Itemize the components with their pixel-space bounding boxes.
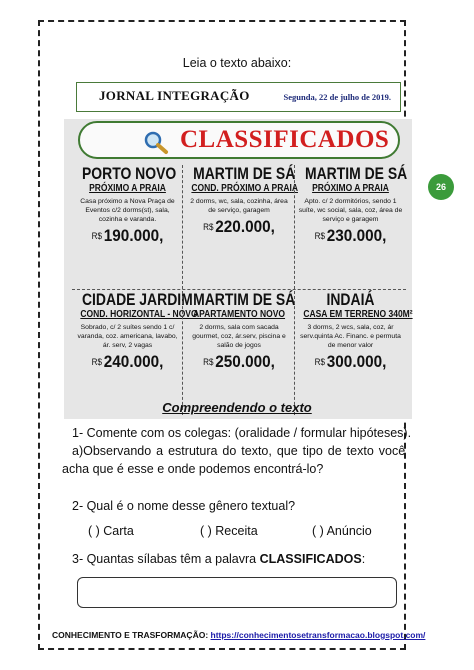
journal-header xyxy=(76,82,401,112)
ad-price xyxy=(301,226,401,246)
ad-title: INDAIÁ xyxy=(326,290,375,309)
ad-description: 3 dorms, 2 wcs, sala, coz, ár serv.quinta Ac. Financ. e permuta de menor valor xyxy=(300,324,401,349)
ad-price-value: 250.000, xyxy=(215,352,275,371)
ad-currency: R$ xyxy=(314,357,325,367)
footer-label: CONHECIMENTO E TRASFORMAÇÃO: xyxy=(52,630,211,640)
ad-price xyxy=(78,226,178,246)
ad-currency: R$ xyxy=(203,222,214,232)
ad-currency: R$ xyxy=(203,357,214,367)
ad-currency: R$ xyxy=(314,231,325,241)
footer-link[interactable]: https://conhecimentosetransformacao.blogspot.com/ xyxy=(210,630,426,640)
page-number-badge: 26 xyxy=(428,174,454,200)
ad-description: 2 dorms, wc, sala, cozinha, área de serviço, garagem xyxy=(190,198,288,214)
ad-card xyxy=(72,165,183,289)
section-title: Compreendendo o texto xyxy=(162,400,312,415)
ad-currency: R$ xyxy=(91,357,102,367)
option-receita[interactable]: ( ) Receita xyxy=(200,524,258,538)
grid-divider xyxy=(294,165,295,415)
ad-subtitle: PRÓXIMO A PRAIA xyxy=(89,183,166,194)
ad-currency: R$ xyxy=(91,231,102,241)
ad-title: MARTIM DE SÁ xyxy=(193,290,296,309)
footer xyxy=(52,630,425,640)
ad-title: PORTO NOVO xyxy=(81,164,177,183)
ad-title: MARTIM DE SÁ xyxy=(304,164,408,183)
ad-price-value: 300.000, xyxy=(326,352,387,371)
ad-subtitle: CASA EM TERRENO 340M² xyxy=(303,309,413,320)
ad-subtitle: APARTAMENTO NOVO xyxy=(192,309,286,320)
grid-divider xyxy=(72,289,406,290)
answer-box[interactable] xyxy=(77,577,397,608)
classifieds-title: CLASSIFICADOS xyxy=(180,126,390,153)
intro-text: Leia o texto abaixo: xyxy=(182,56,292,70)
classifieds-panel xyxy=(64,119,412,419)
ad-description: Apto. c/ 2 dormitórios, sendo 1 suíte, wc social, sala, coz, área de serviço e garagem xyxy=(298,198,403,223)
question-3-suffix: : xyxy=(361,552,366,566)
ad-card xyxy=(183,164,298,289)
ad-subtitle: PRÓXIMO A PRAIA xyxy=(312,183,389,194)
ad-price xyxy=(78,352,178,372)
journal-date: Segunda, 22 de julho de 2019. xyxy=(283,92,391,102)
question-2: 2- Qual é o nome desse gênero textual? xyxy=(72,499,296,513)
ads-grid xyxy=(72,164,413,415)
ad-card xyxy=(72,290,198,415)
ad-subtitle: COND. HORIZONTAL - NOVO xyxy=(80,309,198,320)
question-3-word: CLASSIFICADOS xyxy=(259,552,362,566)
ad-price-value: 230.000, xyxy=(326,226,387,245)
question-1a-line1: a)Observando a estrutura do texto, que tipo de texto você xyxy=(72,444,406,458)
option-carta[interactable]: ( ) Carta xyxy=(88,524,134,538)
option-anuncio[interactable]: ( ) Anúncio xyxy=(312,524,372,538)
ad-title: CIDADE JARDIM xyxy=(81,290,193,309)
question-1: 1- Comente com os colegas: (oralidade / formular hipóteses). xyxy=(72,426,412,440)
ad-price xyxy=(189,352,290,372)
ad-price xyxy=(301,352,401,372)
ad-card xyxy=(295,290,413,415)
ad-title: MARTIM DE SÁ xyxy=(193,164,296,183)
journal-name: JORNAL INTEGRAÇÃO xyxy=(99,88,250,103)
ad-card xyxy=(295,165,406,289)
ad-description: Casa próximo a Nova Praça de Eventos c/2 dorms(st), sala, cozinha e varanda. xyxy=(80,198,175,223)
ad-price xyxy=(189,217,290,237)
question-3-text: 3- Quantas sílabas têm a palavra xyxy=(72,552,260,566)
question-3 xyxy=(72,552,365,566)
ad-price-value: 220.000, xyxy=(215,217,275,236)
classifieds-banner xyxy=(78,121,400,159)
ad-card xyxy=(183,291,295,415)
ad-description: 2 dorms, sala com sacada gourmet, coz, ár.serv, piscina e salão de jogos xyxy=(192,324,286,349)
ad-description: Sobrado, c/ 2 suítes sendo 1 c/ varanda, coz. americana, lavabo, ár. serv, 2 vagas xyxy=(77,324,178,349)
ad-price-value: 190.000, xyxy=(103,226,164,245)
ad-price-value: 240.000, xyxy=(103,352,164,371)
grid-divider xyxy=(182,165,183,415)
ad-subtitle: COND. PRÓXIMO A PRAIA xyxy=(191,183,298,194)
magnifier-icon xyxy=(143,130,169,154)
question-1a-line2: acha que é esse e onde podemos encontrá-lo? xyxy=(62,462,324,476)
